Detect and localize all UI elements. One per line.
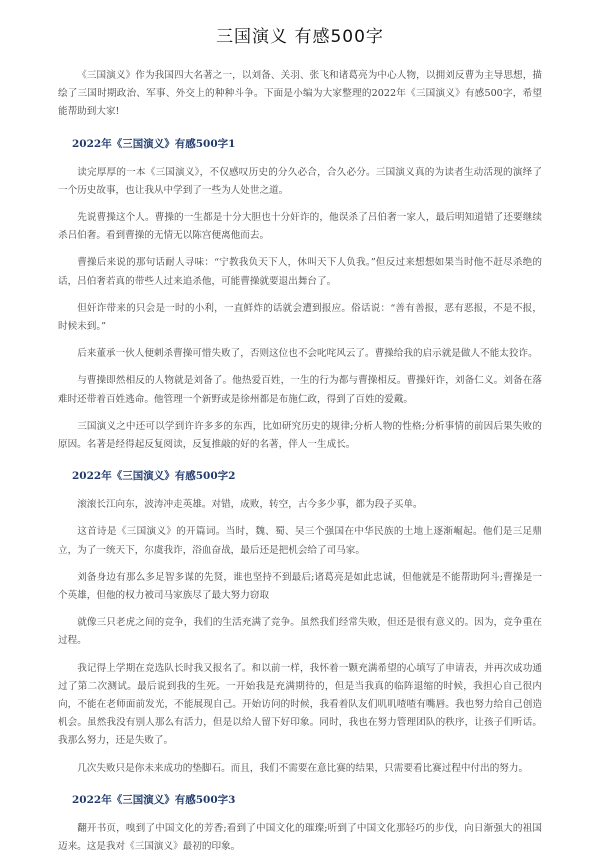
document-title: 三国演义 有感500字: [216, 27, 384, 47]
paragraph: 后来董承一伙人便刺杀曹操可惜失败了，否则这位也不会叱咤风云了。曹操给我的启示就是做人不能太狡诈。: [77, 348, 538, 360]
paragraph: 曹操后来说的那句话耐人寻味：“宁教我负天下人，休叫天下人负我。”但反过来想想如果当时他不赶尽杀绝的话，吕伯奢若真的带些人过来追杀他，可能曹操就要退出舞台了。: [58, 257, 542, 287]
paragraph: 先说曹操这个人。曹操的一生都是十分大胆也十分奸诈的，他误杀了吕伯奢一家人，最后明知道错了还要继续杀吕伯奢。看到曹操的无情无以陈宫便离他而去。: [58, 212, 542, 242]
paragraph: 读完厚厚的一本《三国演义》，不仅感叹历史的分久必合，合久必分。三国演义真的为读者生动活现的演绎了一个历史故事，也让我从中学到了一些为人处世之道。: [58, 166, 542, 196]
paragraph: 我记得上学期在竞选队长时我又报名了。和以前一样，我怀着一颗充满希望的心填写了申请表，并再次成功通过了第二次测试。最后说到我的生死。一开始我是充满期待的，但是当我真的临阵退缩的时候，我担心自己很内向，不能在老师面前发光，不能展现自己。开始访问的时候，我看着队友们叽叽喳喳有嘴唇。我也努力给自己创造机会。虽然我没有别人那么有活力，但是以给人留下好印象。同时，我也在努力管理团队的秩序，让孩子们听话。我那么努力，还是失败了。: [58, 662, 542, 747]
section-heading-3: 2022年《三国演义》有感500字3: [72, 793, 236, 806]
section-heading-2: 2022年《三国演义》有感500字2: [72, 470, 236, 483]
paragraph: 刘备身边有那么多足智多谋的先贤，谁也坚持不到最后;诸葛亮是如此忠诚，但他就是不能帮助阿斗;曹操是一个英雄，但他的权力被司马家族尽了最大努力窃取: [58, 571, 542, 602]
paragraph: 滚滚长江向东，波涛冲走英雄。对错，成败，转空，古今多少事，都为段子买单。: [77, 499, 423, 511]
paragraph: 三国演义之中还可以学到许许多多的东西，比如研究历史的规律;分析人物的性格;分析事情的前因后果失败的原因。名著是经得起反复阅读，反复推敲的好的名著，伴人一生成长。: [58, 420, 542, 451]
section-heading-1: 2022年《三国演义》有感500字1: [72, 137, 236, 150]
paragraph: 几次失败只是你未来成功的垫脚石。而且，我们不需要在意比赛的结果，只需要看比赛过程中付出的努力。: [77, 762, 529, 774]
intro-paragraph: 《三国演义》作为我国四大名著之一，以刘备、关羽、张飞和诸葛亮为中心人物，以拥刘反曹为主导思想，描绘了三国时期政治、军事、外交上的种种斗争。下面是小编为大家整理的2022年《三国演义》有感500字，希望能帮助到大家!: [58, 70, 542, 118]
paragraph: 翻开书页，嗅到了中国文化的芳香;看到了中国文化的璀璨;听到了中国文化那轻巧的步伐，向日渐强大的祖国迈来。这是我对《三国演义》最初的印象。: [58, 822, 542, 853]
paragraph: 但奸诈带来的只会是一时的小利，一直鲜炸的话就会遭到报应。俗话说：“善有善报，恶有恶报，不是不报，时候未到。”: [58, 302, 542, 333]
paragraph: 这首诗是《三国演义》的开篇词。当时，魏、蜀、吴三个强国在中华民族的土地上逐渐崛起。他们是三足鼎立，为了一统天下，尔虞我诈，浴血奋战，最后还是把机会给了司马家。: [58, 526, 542, 556]
paragraph: 与曹操即然相反的人物就是刘备了。他热爱百姓，一生的行为都与曹操相反。曹操奸诈，刘备仁义。刘备在落难时还带着百姓逃命。他管理一个新野或是徐州都是布施仁政，得到了百姓的爱戴。: [58, 375, 542, 405]
paragraph: 就像三只老虎之间的竞争，我们的生活充满了竞争。虽然我们经常失败，但还是很有意义的。因为，竞争重在过程。: [58, 617, 542, 647]
